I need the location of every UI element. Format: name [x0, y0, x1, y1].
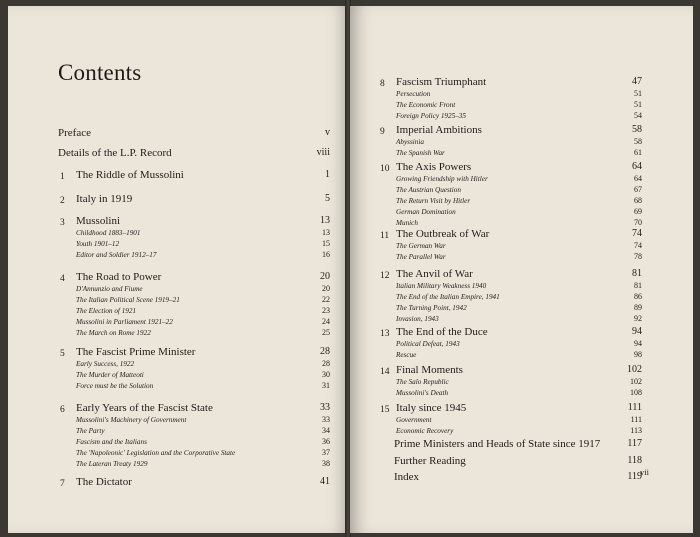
chapter-title: The Outbreak of War: [396, 228, 490, 240]
section-title: Mussolini's Machinery of Government: [76, 416, 187, 424]
section-title: The Italian Political Scene 1919–21: [76, 296, 180, 304]
chapter-number: 7: [60, 479, 65, 489]
section-page: 113: [630, 426, 642, 435]
section-title: The Spanish War: [396, 149, 445, 157]
section-title: Early Success, 1922: [76, 360, 135, 368]
chapter-entry: [380, 364, 642, 402]
chapter-title: The End of the Duce: [396, 326, 488, 338]
section-page: 86: [634, 292, 642, 301]
chapter-number: 3: [60, 218, 65, 228]
section-title: Italian Military Weakness 1940: [396, 282, 487, 290]
section-title: German Domination: [396, 208, 456, 216]
section-page: 89: [634, 303, 642, 312]
chapter-page: 33: [320, 402, 330, 413]
section-title: The End of the Italian Empire, 1941: [396, 293, 500, 301]
chapter-page: 1: [325, 169, 330, 180]
section-page: 68: [634, 196, 642, 205]
section-page: 24: [322, 317, 330, 326]
section-page: 16: [322, 250, 330, 259]
back-matter-title: Index: [394, 471, 420, 483]
chapter-title: The Anvil of War: [396, 268, 473, 280]
contents-heading: Contents: [58, 60, 142, 85]
chapter-title: The Riddle of Mussolini: [76, 169, 184, 181]
section-page: 37: [322, 448, 330, 457]
chapter-title: Final Moments: [396, 364, 463, 376]
section-page: 23: [322, 306, 330, 315]
record-page: viii: [316, 147, 330, 158]
chapter-number: 2: [60, 196, 65, 206]
chapter-entry: [60, 169, 330, 185]
section-title: Mussolini in Parliament 1921–22: [76, 318, 173, 326]
chapter-number: 10: [380, 164, 390, 174]
chapter-entry: [380, 161, 642, 232]
section-title: The Salo Republic: [396, 378, 449, 386]
chapter-title: Italy since 1945: [396, 402, 467, 414]
back-matter-entry: [394, 471, 642, 485]
chapter-page: 74: [632, 228, 642, 239]
preface-entry: [58, 127, 330, 141]
back-matter-page: 118: [627, 455, 642, 466]
section-page: 74: [634, 241, 642, 250]
chapter-entry: [60, 271, 330, 342]
section-page: 15: [322, 239, 330, 248]
section-title: The Turning Point, 1942: [396, 304, 467, 312]
section-title: The March on Rome 1922: [76, 329, 151, 337]
section-title: Invasion, 1943: [396, 315, 439, 323]
chapter-title: The Dictator: [76, 476, 132, 488]
section-title: The Party: [76, 427, 105, 435]
chapter-page: 47: [632, 76, 642, 87]
chapter-number: 12: [380, 271, 390, 281]
chapter-number: 8: [380, 79, 385, 89]
section-title: Force must be the Solution: [76, 382, 154, 390]
section-page: 64: [634, 174, 642, 183]
back-matter-title: Further Reading: [394, 455, 466, 467]
chapter-title: The Road to Power: [76, 271, 162, 283]
section-page: 34: [322, 426, 330, 435]
chapter-page: 58: [632, 124, 642, 135]
section-page: 58: [634, 137, 642, 146]
chapter-number: 1: [60, 172, 65, 182]
chapter-entry: [380, 76, 642, 125]
section-title: The Economic Front: [396, 101, 456, 109]
section-page: 25: [322, 328, 330, 337]
preface-page: v: [325, 127, 330, 138]
section-title: The 'Napoleonic' Legislation and the Corporative State: [76, 449, 236, 457]
chapter-number: 5: [60, 349, 65, 359]
chapter-number: 9: [380, 127, 385, 137]
section-title: Munich: [396, 219, 418, 227]
chapter-entry: [380, 228, 642, 266]
section-title: D'Annunzio and Fiume: [76, 285, 143, 293]
section-page: 38: [322, 459, 330, 468]
chapter-number: 11: [380, 231, 390, 241]
chapter-entry: [380, 326, 642, 364]
section-page: 81: [634, 281, 642, 290]
section-page: 108: [630, 388, 642, 397]
section-title: The Lateran Treaty 1929: [76, 460, 148, 468]
chapter-page: 102: [627, 364, 642, 375]
chapter-number: 4: [60, 274, 65, 284]
chapter-page: 5: [325, 193, 330, 204]
section-title: Growing Friendship with Hitler: [396, 175, 488, 183]
section-title: The Parallel War: [396, 253, 446, 261]
chapter-title: The Axis Powers: [396, 161, 472, 173]
section-page: 69: [634, 207, 642, 216]
back-matter-page: 119: [627, 471, 642, 482]
section-page: 67: [634, 185, 642, 194]
chapter-entry: [60, 476, 330, 492]
section-page: 20: [322, 284, 330, 293]
section-title: The Murder of Matteoti: [76, 371, 144, 379]
section-page: 54: [634, 111, 642, 120]
chapter-entry: [380, 124, 642, 162]
section-title: Editor and Soldier 1912–17: [76, 251, 157, 259]
chapter-title: Italy in 1919: [76, 193, 133, 205]
section-title: The Return Visit by Hitler: [396, 197, 471, 205]
chapter-entry: [60, 193, 330, 209]
chapter-entry: [60, 402, 330, 473]
page-folio: vii: [640, 467, 649, 477]
section-page: 61: [634, 148, 642, 157]
chapter-title: Mussolini: [76, 215, 121, 227]
right-page: [350, 6, 693, 533]
chapter-title: The Fascist Prime Minister: [76, 346, 196, 358]
section-title: Economic Recovery: [396, 427, 454, 435]
section-page: 102: [630, 377, 642, 386]
section-title: The Election of 1921: [76, 307, 137, 315]
back-matter-page: 117: [627, 438, 642, 449]
section-title: Abyssinia: [396, 138, 424, 146]
section-title: Political Defeat, 1943: [396, 340, 460, 348]
preface-title: Preface: [58, 127, 91, 139]
chapter-page: 13: [320, 215, 330, 226]
back-matter-entry: [394, 438, 642, 452]
section-page: 31: [322, 381, 330, 390]
section-title: Fascism and the Italians: [76, 438, 147, 446]
chapter-number: 15: [380, 405, 390, 415]
section-page: 22: [322, 295, 330, 304]
chapter-page: 20: [320, 271, 330, 282]
record-entry: [58, 147, 330, 161]
section-page: 51: [634, 100, 642, 109]
left-page: [8, 6, 348, 533]
section-page: 70: [634, 218, 642, 227]
back-matter-entry: [394, 455, 642, 469]
section-page: 30: [322, 370, 330, 379]
section-page: 33: [322, 415, 330, 424]
chapter-number: 13: [380, 329, 390, 339]
section-title: The German War: [396, 242, 446, 250]
section-page: 92: [634, 314, 642, 323]
record-title: Details of the L.P. Record: [58, 147, 172, 159]
section-title: Persecution: [396, 90, 431, 98]
chapter-entry: [60, 215, 330, 264]
chapter-page: 28: [320, 346, 330, 357]
section-page: 51: [634, 89, 642, 98]
chapter-title: Fascism Triumphant: [396, 76, 487, 88]
chapter-entry: [380, 268, 642, 328]
section-page: 13: [322, 228, 330, 237]
section-title: Youth 1901–12: [76, 240, 120, 248]
section-page: 111: [630, 415, 642, 424]
back-matter-title: Prime Ministers and Heads of State since 1917: [394, 438, 601, 450]
chapter-title: Early Years of the Fascist State: [76, 402, 213, 414]
section-title: Foreign Policy 1925–35: [396, 112, 466, 120]
chapter-page: 81: [632, 268, 642, 279]
chapter-entry: [380, 402, 642, 440]
section-page: 28: [322, 359, 330, 368]
section-page: 98: [634, 350, 642, 359]
chapter-title: Imperial Ambitions: [396, 124, 482, 136]
section-page: 94: [634, 339, 642, 348]
chapter-number: 14: [380, 367, 390, 377]
section-title: Rescue: [396, 351, 417, 359]
chapter-entry: [60, 346, 330, 395]
section-title: Childhood 1883–1901: [76, 229, 141, 237]
section-title: Government: [396, 416, 432, 424]
section-page: 36: [322, 437, 330, 446]
section-page: 78: [634, 252, 642, 261]
section-title: Mussolini's Death: [396, 389, 449, 397]
chapter-page: 64: [632, 161, 642, 172]
chapter-page: 94: [632, 326, 642, 337]
chapter-page: 111: [627, 402, 642, 413]
chapter-page: 41: [320, 476, 330, 487]
chapter-number: 6: [60, 405, 65, 415]
section-title: The Austrian Question: [396, 186, 461, 194]
